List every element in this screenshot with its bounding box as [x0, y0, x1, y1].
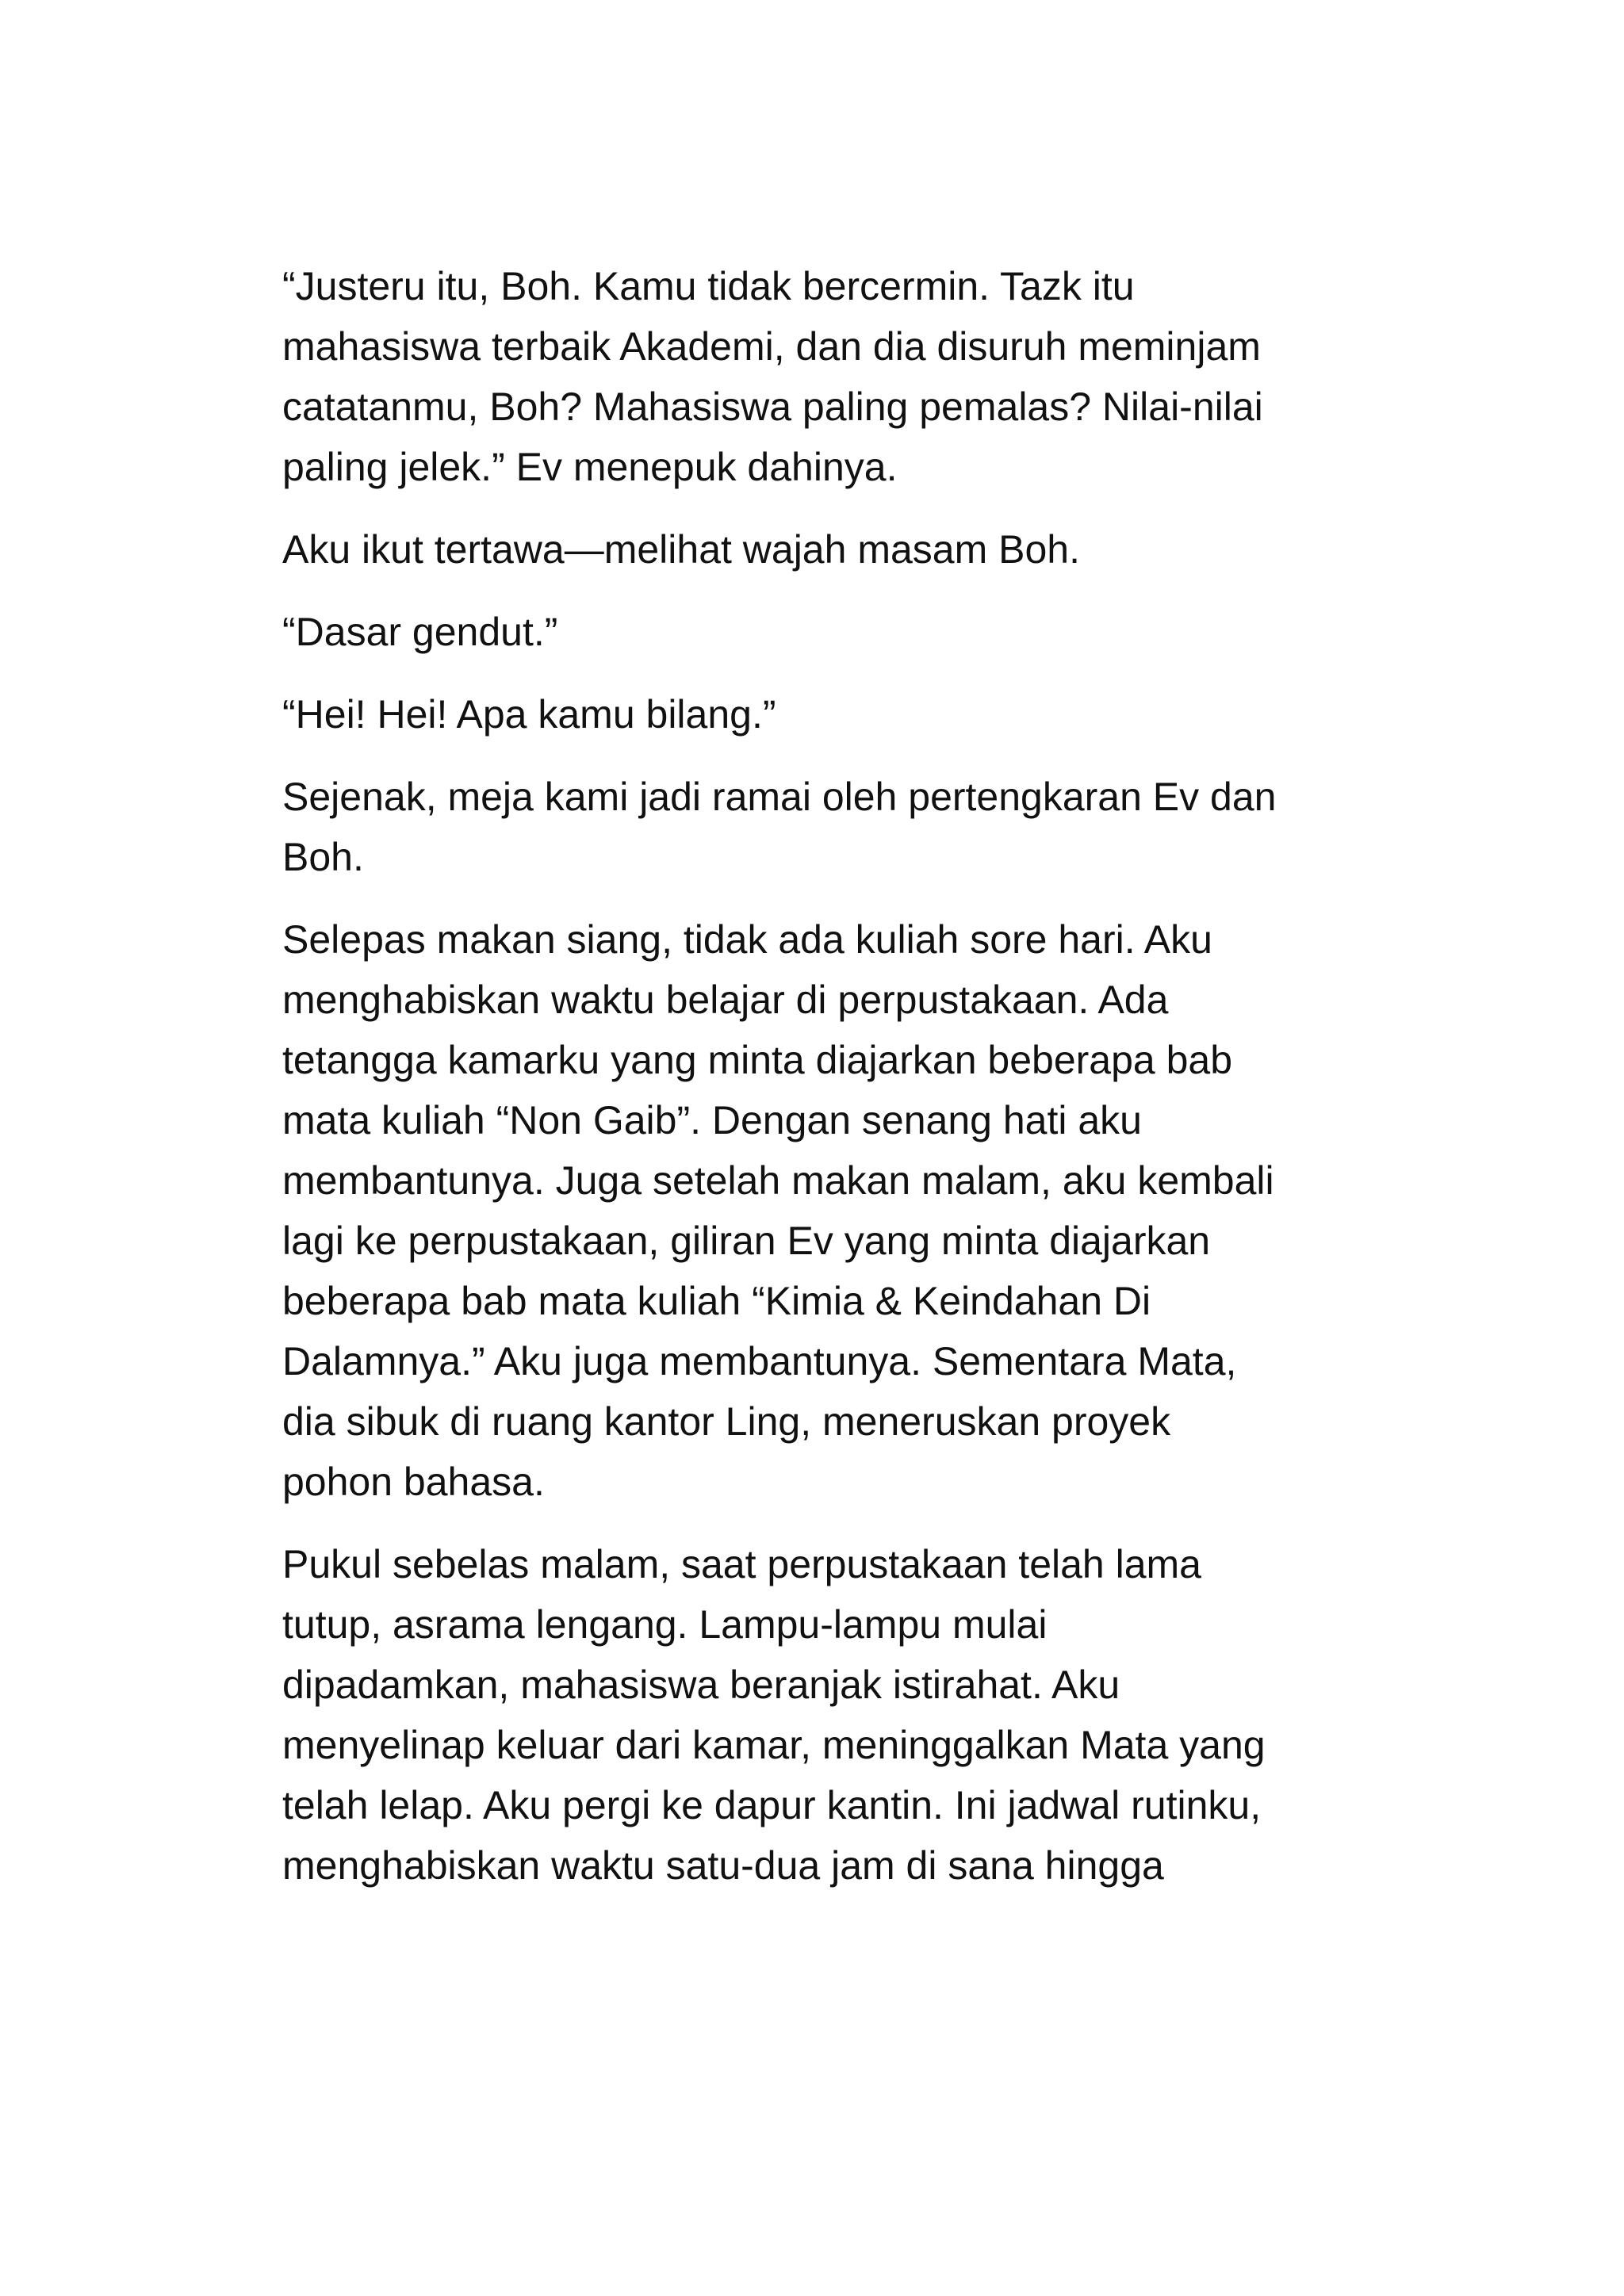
text-line: tutup, asrama lengang. Lampu-lampu mulai: [282, 1602, 1048, 1647]
paragraph-1: [282, 256, 1361, 497]
text-line: Sejenak, meja kami jadi ramai oleh pertengkaran Ev dan: [282, 775, 1277, 819]
text-line: beberapa bab mata kuliah “Kimia & Keindahan Di: [282, 1279, 1151, 1323]
text-line: paling jelek.” Ev menepuk dahinya.: [282, 445, 898, 489]
text-line: catatanmu, Boh? Mahasiswa paling pemalas? Nilai-nilai: [282, 385, 1263, 429]
text-line: menyelinap keluar dari kamar, meninggalkan Mata yang: [282, 1723, 1266, 1767]
text-line: lagi ke perpustakaan, giliran Ev yang minta diajarkan: [282, 1219, 1211, 1263]
text-line: telah lelap. Aku pergi ke dapur kantin. Ini jadwal rutinku,: [282, 1783, 1262, 1827]
paragraph-3: [282, 602, 1361, 662]
text-line: pohon bahasa.: [282, 1460, 545, 1504]
text-line: membantunya. Juga setelah makan malam, aku kembali: [282, 1158, 1274, 1203]
text-line: “Hei! Hei! Apa kamu bilang.”: [282, 692, 776, 737]
text-line: tetangga kamarku yang minta diajarkan beberapa bab: [282, 1038, 1233, 1082]
text-line: “Dasar gendut.”: [282, 610, 558, 654]
paragraph-4: [282, 684, 1361, 744]
text-line: dia sibuk di ruang kantor Ling, meneruskan proyek: [282, 1399, 1171, 1444]
text-line: Dalamnya.” Aku juga membantunya. Sementara Mata,: [282, 1339, 1237, 1383]
text-line: dipadamkan, mahasiswa beranjak istirahat. Aku: [282, 1663, 1120, 1707]
text-line: mahasiswa terbaik Akademi, dan dia disuruh meminjam: [282, 324, 1261, 369]
text-line: mata kuliah “Non Gaib”. Dengan senang hati aku: [282, 1098, 1142, 1142]
paragraph-6: [282, 909, 1361, 1512]
text-line: menghabiskan waktu satu-dua jam di sana hingga: [282, 1843, 1164, 1888]
body-text: [282, 256, 1361, 1918]
paragraph-5: [282, 767, 1361, 887]
text-line: Selepas makan siang, tidak ada kuliah sore hari. Aku: [282, 917, 1212, 962]
paragraph-7: [282, 1534, 1361, 1896]
text-line: Boh.: [282, 835, 364, 879]
text-line: menghabiskan waktu belajar di perpustakaan. Ada: [282, 978, 1169, 1022]
text-line: “Justeru itu, Boh. Kamu tidak bercermin. Tazk itu: [282, 264, 1135, 308]
text-line: Pukul sebelas malam, saat perpustakaan telah lama: [282, 1542, 1201, 1586]
paragraph-2: [282, 519, 1361, 580]
text-line: Aku ikut tertawa—melihat wajah masam Boh.: [282, 527, 1080, 572]
